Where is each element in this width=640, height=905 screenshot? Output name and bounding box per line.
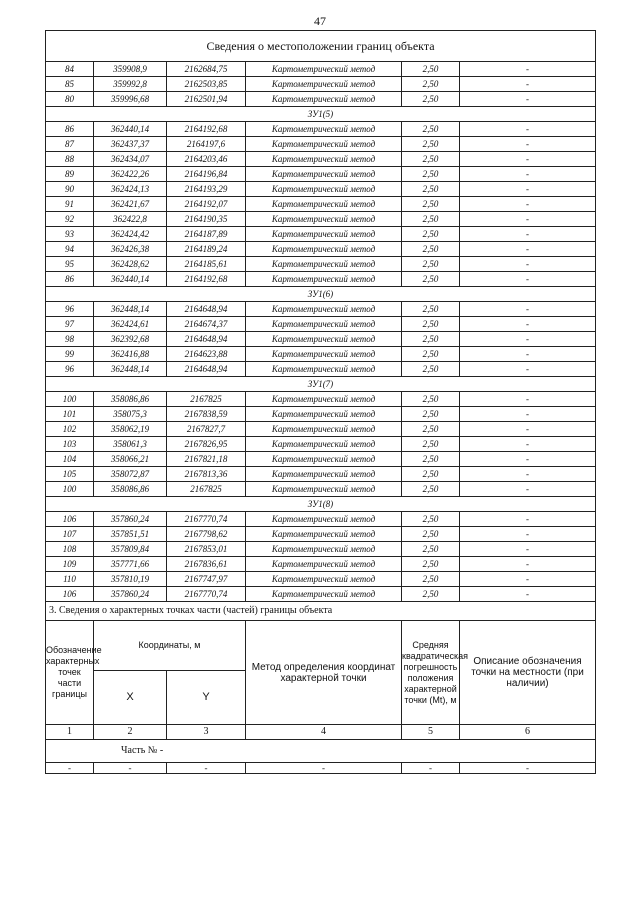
method-cell: Картометрический метод xyxy=(246,77,402,92)
table-row xyxy=(46,482,596,497)
point-number-cell: 99 xyxy=(46,347,94,362)
description-cell: - xyxy=(460,317,596,332)
table-row xyxy=(46,527,596,542)
description-cell: - xyxy=(460,557,596,572)
y-coordinate-cell: 2164196,84 xyxy=(167,167,246,182)
description-cell: - xyxy=(460,527,596,542)
x-coordinate-cell: 357809,84 xyxy=(94,542,167,557)
table-row xyxy=(46,152,596,167)
x-coordinate-cell: 358062,19 xyxy=(94,422,167,437)
method-cell: Картометрический метод xyxy=(246,92,402,107)
x-coordinate-cell: 357860,24 xyxy=(94,587,167,602)
table-row xyxy=(46,257,596,272)
y-coordinate-cell: 2164648,94 xyxy=(167,302,246,317)
point-number-cell: 92 xyxy=(46,212,94,227)
x-coordinate-cell: 362440,14 xyxy=(94,122,167,137)
section3-header-row xyxy=(46,621,596,671)
precision-cell: 2,50 xyxy=(402,152,460,167)
x-coordinate-cell: 358086,86 xyxy=(94,482,167,497)
precision-cell: 2,50 xyxy=(402,62,460,77)
precision-cell: 2,50 xyxy=(402,197,460,212)
table-cell: - xyxy=(246,763,402,774)
point-number-cell: 89 xyxy=(46,167,94,182)
table-row xyxy=(46,302,596,317)
point-number-cell: 95 xyxy=(46,257,94,272)
description-cell: - xyxy=(460,452,596,467)
description-cell: - xyxy=(460,197,596,212)
y-coordinate-cell: 2164203,46 xyxy=(167,152,246,167)
header-method: Метод определения координат характерной точки xyxy=(246,621,402,725)
point-number-cell: 109 xyxy=(46,557,94,572)
method-cell: Картометрический метод xyxy=(246,182,402,197)
table-row xyxy=(46,437,596,452)
description-cell: - xyxy=(460,332,596,347)
column-number-row xyxy=(46,725,596,740)
table-row xyxy=(46,407,596,422)
point-number-cell: 110 xyxy=(46,572,94,587)
precision-cell: 2,50 xyxy=(402,587,460,602)
description-cell: - xyxy=(460,62,596,77)
point-number-cell: 88 xyxy=(46,152,94,167)
col-number: 2 xyxy=(94,725,167,740)
method-cell: Картометрический метод xyxy=(246,422,402,437)
table-row xyxy=(46,587,596,602)
precision-cell: 2,50 xyxy=(402,137,460,152)
method-cell: Картометрический метод xyxy=(246,272,402,287)
y-coordinate-cell: 2162684,75 xyxy=(167,62,246,77)
point-number-cell: 86 xyxy=(46,122,94,137)
precision-cell: 2,50 xyxy=(402,512,460,527)
precision-cell: 2,50 xyxy=(402,257,460,272)
x-coordinate-cell: 357810,19 xyxy=(94,572,167,587)
method-cell: Картометрический метод xyxy=(246,437,402,452)
method-cell: Картометрический метод xyxy=(246,452,402,467)
method-cell: Картометрический метод xyxy=(246,362,402,377)
table-row xyxy=(46,92,596,107)
x-coordinate-cell: 359996,68 xyxy=(94,92,167,107)
x-coordinate-cell: 359992,8 xyxy=(94,77,167,92)
x-coordinate-cell: 358072,87 xyxy=(94,467,167,482)
description-cell: - xyxy=(460,587,596,602)
point-number-cell: 107 xyxy=(46,527,94,542)
table-row xyxy=(46,467,596,482)
table-row xyxy=(46,167,596,182)
point-number-cell: 90 xyxy=(46,182,94,197)
header-point-designation: Обозначение характерных точек части границы xyxy=(46,621,94,725)
precision-cell: 2,50 xyxy=(402,542,460,557)
point-number-cell: 100 xyxy=(46,392,94,407)
method-cell: Картометрический метод xyxy=(246,527,402,542)
method-cell: Картометрический метод xyxy=(246,557,402,572)
description-cell: - xyxy=(460,512,596,527)
header-coordinates: Координаты, м xyxy=(94,621,246,671)
method-cell: Картометрический метод xyxy=(246,392,402,407)
x-coordinate-cell: 358066,21 xyxy=(94,452,167,467)
y-coordinate-cell: 2167826,95 xyxy=(167,437,246,452)
y-coordinate-cell: 2164185,61 xyxy=(167,257,246,272)
x-coordinate-cell: 362437,37 xyxy=(94,137,167,152)
x-coordinate-cell: 362424,13 xyxy=(94,182,167,197)
point-number-cell: 102 xyxy=(46,422,94,437)
method-cell: Картометрический метод xyxy=(246,332,402,347)
point-number-cell: 105 xyxy=(46,467,94,482)
description-cell: - xyxy=(460,302,596,317)
precision-cell: 2,50 xyxy=(402,452,460,467)
precision-cell: 2,50 xyxy=(402,407,460,422)
x-coordinate-cell: 362424,61 xyxy=(94,317,167,332)
y-coordinate-cell: 2167853,01 xyxy=(167,542,246,557)
part-label-row xyxy=(46,740,596,763)
table-row xyxy=(46,182,596,197)
precision-cell: 2,50 xyxy=(402,242,460,257)
y-coordinate-cell: 2164648,94 xyxy=(167,362,246,377)
section3-title: 3. Сведения о характерных точках части (частей) границы объекта xyxy=(46,602,596,621)
description-cell: - xyxy=(460,347,596,362)
x-coordinate-cell: 362434,07 xyxy=(94,152,167,167)
description-cell: - xyxy=(460,542,596,557)
header-x: X xyxy=(94,671,167,725)
y-coordinate-cell: 2164192,68 xyxy=(167,272,246,287)
group-label: ЗУ1(7) xyxy=(46,377,596,392)
group-label-row xyxy=(46,377,596,392)
table-row xyxy=(46,62,596,77)
x-coordinate-cell: 362422,26 xyxy=(94,167,167,182)
precision-cell: 2,50 xyxy=(402,77,460,92)
x-coordinate-cell: 362440,14 xyxy=(94,272,167,287)
description-cell: - xyxy=(460,467,596,482)
method-cell: Картометрический метод xyxy=(246,242,402,257)
table-cell: - xyxy=(167,763,246,774)
table-row xyxy=(46,362,596,377)
description-cell: - xyxy=(460,257,596,272)
table-row xyxy=(46,422,596,437)
col-number: 4 xyxy=(246,725,402,740)
table-row xyxy=(46,512,596,527)
table-row xyxy=(46,272,596,287)
x-coordinate-cell: 362416,88 xyxy=(94,347,167,362)
method-cell: Картометрический метод xyxy=(246,482,402,497)
point-number-cell: 85 xyxy=(46,77,94,92)
precision-cell: 2,50 xyxy=(402,317,460,332)
part-label: Часть № - xyxy=(46,740,596,763)
y-coordinate-cell: 2164190,35 xyxy=(167,212,246,227)
precision-cell: 2,50 xyxy=(402,182,460,197)
precision-cell: 2,50 xyxy=(402,332,460,347)
method-cell: Картометрический метод xyxy=(246,62,402,77)
description-cell: - xyxy=(460,407,596,422)
point-number-cell: 106 xyxy=(46,512,94,527)
header-description: Описание обозначения точки на местности (при наличии) xyxy=(460,621,596,725)
table-row xyxy=(46,227,596,242)
x-coordinate-cell: 362392,68 xyxy=(94,332,167,347)
group-label: ЗУ1(5) xyxy=(46,107,596,122)
method-cell: Картометрический метод xyxy=(246,572,402,587)
description-cell: - xyxy=(460,482,596,497)
point-number-cell: 106 xyxy=(46,587,94,602)
method-cell: Картометрический метод xyxy=(246,197,402,212)
description-cell: - xyxy=(460,572,596,587)
point-number-cell: 96 xyxy=(46,362,94,377)
description-cell: - xyxy=(460,152,596,167)
precision-cell: 2,50 xyxy=(402,122,460,137)
description-cell: - xyxy=(460,272,596,287)
header-precision: Средняя квадратическая погрешность положения характерной точки (Мt), м xyxy=(402,621,460,725)
precision-cell: 2,50 xyxy=(402,167,460,182)
y-coordinate-cell: 2167827,7 xyxy=(167,422,246,437)
group-label-row xyxy=(46,287,596,302)
method-cell: Картометрический метод xyxy=(246,212,402,227)
precision-cell: 2,50 xyxy=(402,437,460,452)
y-coordinate-cell: 2164623,88 xyxy=(167,347,246,362)
method-cell: Картометрический метод xyxy=(246,347,402,362)
point-number-cell: 104 xyxy=(46,452,94,467)
x-coordinate-cell: 357771,66 xyxy=(94,557,167,572)
y-coordinate-cell: 2167825 xyxy=(167,482,246,497)
table-row xyxy=(46,572,596,587)
precision-cell: 2,50 xyxy=(402,347,460,362)
description-cell: - xyxy=(460,77,596,92)
y-coordinate-cell: 2164674,37 xyxy=(167,317,246,332)
table-row xyxy=(46,557,596,572)
y-coordinate-cell: 2162503,85 xyxy=(167,77,246,92)
y-coordinate-cell: 2164189,24 xyxy=(167,242,246,257)
method-cell: Картометрический метод xyxy=(246,587,402,602)
x-coordinate-cell: 362422,8 xyxy=(94,212,167,227)
precision-cell: 2,50 xyxy=(402,572,460,587)
group-label-row xyxy=(46,107,596,122)
method-cell: Картометрический метод xyxy=(246,257,402,272)
x-coordinate-cell: 358075,3 xyxy=(94,407,167,422)
point-number-cell: 94 xyxy=(46,242,94,257)
precision-cell: 2,50 xyxy=(402,227,460,242)
col-number: 5 xyxy=(402,725,460,740)
table-cell: - xyxy=(460,763,596,774)
description-cell: - xyxy=(460,122,596,137)
y-coordinate-cell: 2167770,74 xyxy=(167,512,246,527)
x-coordinate-cell: 357860,24 xyxy=(94,512,167,527)
precision-cell: 2,50 xyxy=(402,422,460,437)
x-coordinate-cell: 362428,62 xyxy=(94,257,167,272)
description-cell: - xyxy=(460,167,596,182)
description-cell: - xyxy=(460,227,596,242)
table-row xyxy=(46,197,596,212)
table-title: Сведения о местоположении границ объекта xyxy=(46,31,596,62)
method-cell: Картометрический метод xyxy=(246,542,402,557)
header-y: Y xyxy=(167,671,246,725)
precision-cell: 2,50 xyxy=(402,482,460,497)
method-cell: Картометрический метод xyxy=(246,407,402,422)
point-number-cell: 101 xyxy=(46,407,94,422)
y-coordinate-cell: 2162501,94 xyxy=(167,92,246,107)
method-cell: Картометрический метод xyxy=(246,137,402,152)
precision-cell: 2,50 xyxy=(402,467,460,482)
y-coordinate-cell: 2167770,74 xyxy=(167,587,246,602)
y-coordinate-cell: 2167825 xyxy=(167,392,246,407)
x-coordinate-cell: 362424,42 xyxy=(94,227,167,242)
group-label-row xyxy=(46,497,596,512)
point-number-cell: 86 xyxy=(46,272,94,287)
boundary-table xyxy=(45,30,596,774)
y-coordinate-cell: 2167747,97 xyxy=(167,572,246,587)
point-number-cell: 87 xyxy=(46,137,94,152)
table-row xyxy=(46,122,596,137)
page-number: 47 xyxy=(314,14,326,28)
method-cell: Картометрический метод xyxy=(246,302,402,317)
method-cell: Картометрический метод xyxy=(246,152,402,167)
table-row xyxy=(46,212,596,227)
table-row xyxy=(46,392,596,407)
point-number-cell: 80 xyxy=(46,92,94,107)
y-coordinate-cell: 2167838,59 xyxy=(167,407,246,422)
point-number-cell: 98 xyxy=(46,332,94,347)
table-cell: - xyxy=(46,763,94,774)
col-number: 3 xyxy=(167,725,246,740)
x-coordinate-cell: 358086,86 xyxy=(94,392,167,407)
point-number-cell: 103 xyxy=(46,437,94,452)
table-cell: - xyxy=(94,763,167,774)
description-cell: - xyxy=(460,212,596,227)
table-row xyxy=(46,332,596,347)
table-row xyxy=(46,242,596,257)
x-coordinate-cell: 359908,9 xyxy=(94,62,167,77)
method-cell: Картометрический метод xyxy=(246,512,402,527)
y-coordinate-cell: 2164192,07 xyxy=(167,197,246,212)
y-coordinate-cell: 2164187,89 xyxy=(167,227,246,242)
section3-title-row xyxy=(46,602,596,621)
y-coordinate-cell: 2167813,36 xyxy=(167,467,246,482)
method-cell: Картометрический метод xyxy=(246,317,402,332)
y-coordinate-cell: 2167836,61 xyxy=(167,557,246,572)
method-cell: Картометрический метод xyxy=(246,122,402,137)
description-cell: - xyxy=(460,422,596,437)
description-cell: - xyxy=(460,137,596,152)
description-cell: - xyxy=(460,392,596,407)
table-row xyxy=(46,347,596,362)
precision-cell: 2,50 xyxy=(402,557,460,572)
point-number-cell: 97 xyxy=(46,317,94,332)
precision-cell: 2,50 xyxy=(402,272,460,287)
precision-cell: 2,50 xyxy=(402,302,460,317)
table-row xyxy=(46,317,596,332)
y-coordinate-cell: 2167821,18 xyxy=(167,452,246,467)
x-coordinate-cell: 358061,3 xyxy=(94,437,167,452)
method-cell: Картометрический метод xyxy=(246,227,402,242)
description-cell: - xyxy=(460,92,596,107)
empty-data-row xyxy=(46,763,596,774)
point-number-cell: 91 xyxy=(46,197,94,212)
table-row xyxy=(46,137,596,152)
description-cell: - xyxy=(460,437,596,452)
precision-cell: 2,50 xyxy=(402,92,460,107)
description-cell: - xyxy=(460,362,596,377)
x-coordinate-cell: 362421,67 xyxy=(94,197,167,212)
x-coordinate-cell: 362448,14 xyxy=(94,302,167,317)
description-cell: - xyxy=(460,242,596,257)
x-coordinate-cell: 357851,51 xyxy=(94,527,167,542)
x-coordinate-cell: 362426,38 xyxy=(94,242,167,257)
y-coordinate-cell: 2164197,6 xyxy=(167,137,246,152)
y-coordinate-cell: 2164192,68 xyxy=(167,122,246,137)
method-cell: Картометрический метод xyxy=(246,467,402,482)
point-number-cell: 108 xyxy=(46,542,94,557)
point-number-cell: 100 xyxy=(46,482,94,497)
precision-cell: 2,50 xyxy=(402,212,460,227)
table-row xyxy=(46,452,596,467)
group-label: ЗУ1(6) xyxy=(46,287,596,302)
y-coordinate-cell: 2164193,29 xyxy=(167,182,246,197)
method-cell: Картометрический метод xyxy=(246,167,402,182)
point-number-cell: 96 xyxy=(46,302,94,317)
precision-cell: 2,50 xyxy=(402,392,460,407)
point-number-cell: 84 xyxy=(46,62,94,77)
point-number-cell: 93 xyxy=(46,227,94,242)
precision-cell: 2,50 xyxy=(402,527,460,542)
x-coordinate-cell: 362448,14 xyxy=(94,362,167,377)
group-label: ЗУ1(8) xyxy=(46,497,596,512)
description-cell: - xyxy=(460,182,596,197)
table-cell: - xyxy=(402,763,460,774)
col-number: 1 xyxy=(46,725,94,740)
y-coordinate-cell: 2164648,94 xyxy=(167,332,246,347)
table-row xyxy=(46,77,596,92)
col-number: 6 xyxy=(460,725,596,740)
table-row xyxy=(46,542,596,557)
y-coordinate-cell: 2167798,62 xyxy=(167,527,246,542)
table-title-row xyxy=(46,31,596,62)
precision-cell: 2,50 xyxy=(402,362,460,377)
